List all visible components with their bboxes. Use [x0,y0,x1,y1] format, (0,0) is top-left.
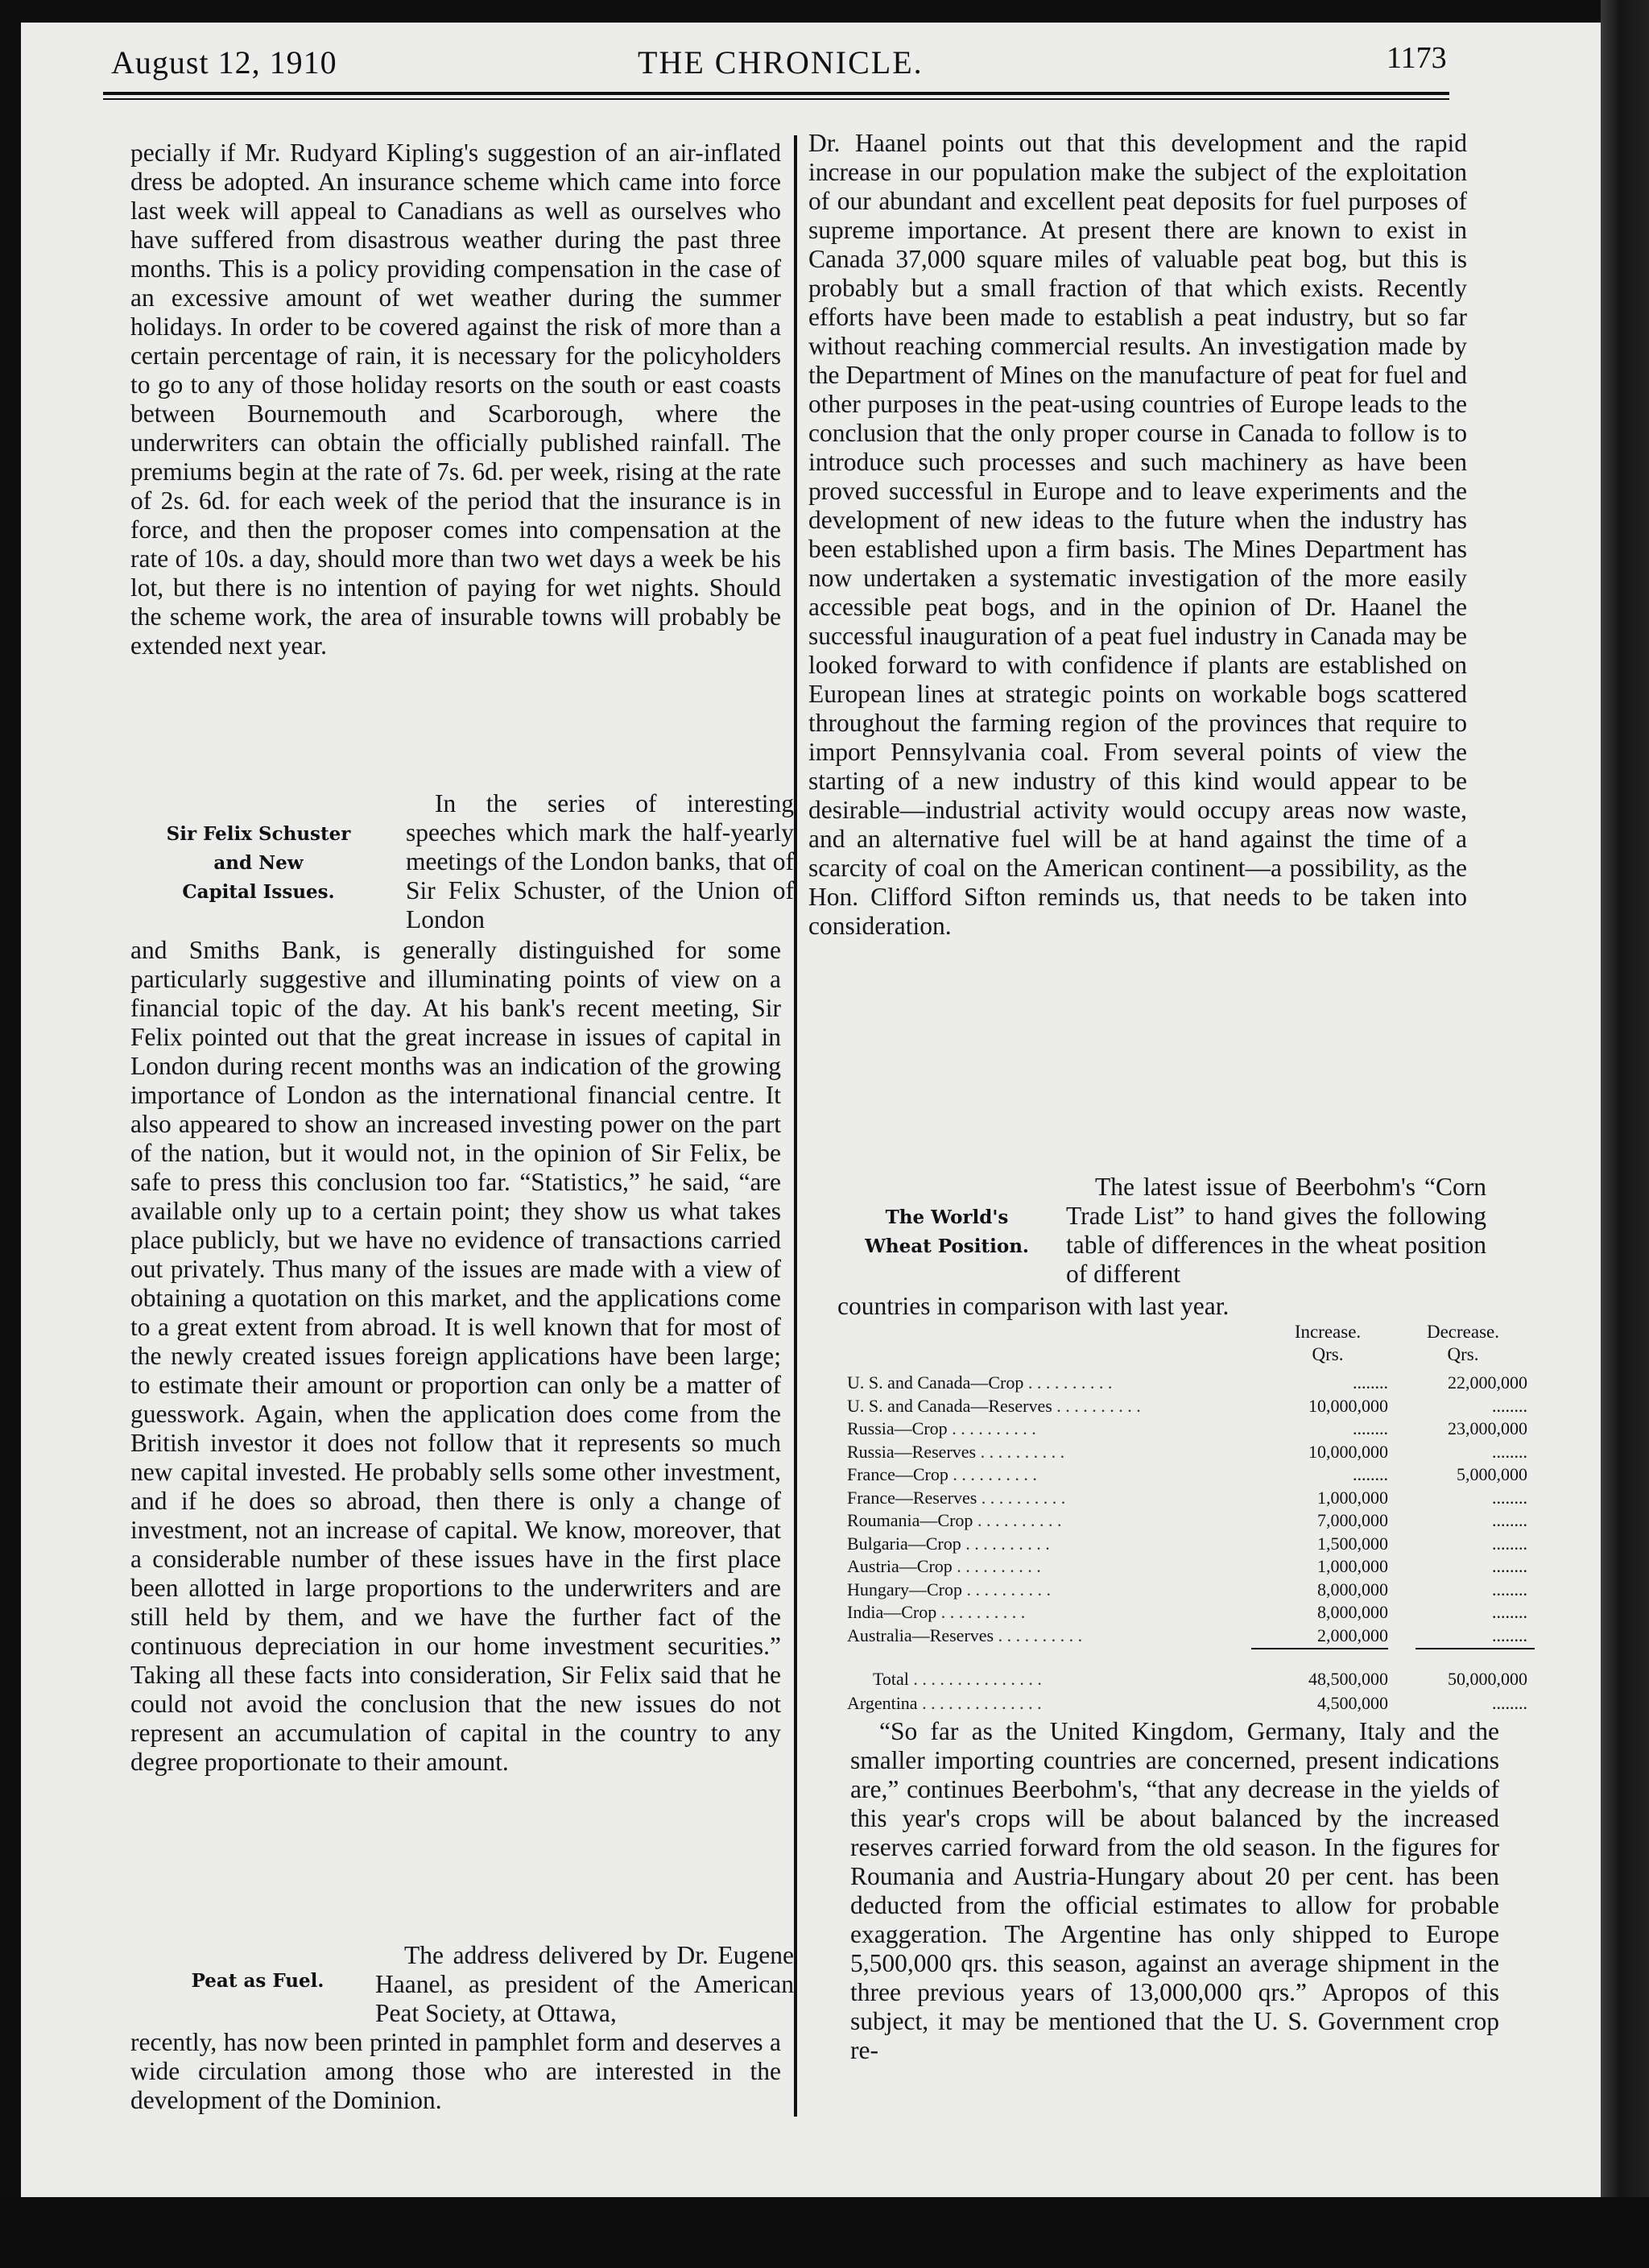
col-decrease-unit: Qrs. [1447,1344,1479,1364]
row-label: U. S. and Canada—Reserves . . . . . . . . . . [847,1395,1141,1416]
article-wheat-lead: The latest issue of Beerbohm's “Corn Trade List” to hand gives the following table of differences in the wheat position of different [1066,1173,1486,1288]
col-decrease-label: Decrease. [1426,1322,1499,1342]
row-label: Austria—Crop . . . . . . . . . . [847,1556,1041,1576]
row-label: Russia—Reserves . . . . . . . . . . [847,1441,1065,1462]
row-increase: 10,000,000 [1308,1395,1388,1416]
table-row [847,1532,1527,1556]
row-label: India—Crop . . . . . . . . . . [847,1602,1026,1622]
argentina-decrease: ........ [1492,1693,1527,1713]
left-column-lower [130,2028,781,2115]
row-label: Roumania—Crop . . . . . . . . . . [847,1510,1062,1530]
total-label: Total . . . . . . . . . . . . . . . [873,1669,1042,1689]
row-label: Russia—Crop . . . . . . . . . . [847,1418,1036,1438]
row-decrease: ........ [1492,1487,1527,1508]
right-column-lower [850,1717,1499,2065]
column-rule [794,135,797,2117]
row-decrease: 5,000,000 [1457,1464,1527,1484]
col-decrease-head [1403,1321,1523,1366]
sidenote-schuster-line2: and New [213,852,304,874]
row-label: U. S. and Canada—Crop . . . . . . . . . . [847,1372,1113,1393]
row-increase: 1,500,000 [1317,1533,1388,1554]
total-increase: 48,500,000 [1308,1669,1388,1689]
sidenote-schuster-line1: Sir Felix Schuster [166,823,351,845]
table-row-argentina [847,1691,1527,1715]
table-row [847,1509,1527,1533]
table-row [847,1624,1527,1648]
header-rule-thin [103,98,1449,100]
wheat-table [847,1321,1527,1740]
total-rule-decrease [1415,1648,1535,1649]
col-increase-unit: Qrs. [1312,1344,1344,1364]
col-increase-head [1267,1321,1388,1366]
table-row [847,1371,1527,1395]
article-peat-lead: The address delivered by Dr. Eugene Haanel, as president of the American Peat Society, at Ottawa, [375,1941,794,2027]
wheat-lead [1066,1173,1486,1289]
row-label: France—Crop . . . . . . . . . . [847,1464,1037,1484]
table-row [847,1440,1527,1464]
table-row [847,1600,1527,1624]
article-peat-continued: recently, has now been printed in pamphlet form and deserves a wide circulation among those who are interested in the development of the Dominion. [130,2028,781,2114]
row-increase: 7,000,000 [1317,1510,1388,1530]
left-column-middle [130,936,781,1777]
row-increase: ........ [1353,1372,1388,1393]
page-number: 1173 [1387,41,1447,75]
sidenote-wheat [842,1203,1052,1261]
table-row [847,1554,1527,1579]
header-title: THE CHRONICLE. [638,44,924,81]
sidenote-peat-text: Peat as Fuel. [191,1970,324,1992]
row-decrease: ........ [1492,1579,1527,1600]
peat-lead [375,1941,794,2028]
sidenote-schuster-line3: Capital Issues. [182,881,335,903]
argentina-increase: 4,500,000 [1317,1693,1388,1713]
row-label: Hungary—Crop . . . . . . . . . . [847,1579,1051,1600]
row-increase: 1,000,000 [1317,1556,1388,1576]
row-decrease: ........ [1492,1510,1527,1530]
header-rule [103,92,1449,95]
article-wheat-lead-end: countries in comparison with last year. [837,1292,1230,1320]
row-decrease: ........ [1492,1556,1527,1576]
right-column-upper [808,129,1467,941]
sidenote-wheat-line2: Wheat Position. [865,1235,1029,1257]
table-row [847,1578,1527,1602]
row-label: Australia—Reserves . . . . . . . . . . [847,1624,1083,1645]
wheat-lead-continued [837,1292,1486,1321]
row-label: Bulgaria—Crop . . . . . . . . . . [847,1533,1050,1554]
table-row-total [847,1667,1527,1691]
row-decrease: ........ [1492,1395,1527,1416]
article-wheat-quote: “So far as the United Kingdom, Germany, Italy and the smaller importing countries are concerned, present indications are,” continues Beerbohm's, “that any decrease in the yields of this year's crops will be about balanced by the increased reserves carried forward from the old season. In the figures for Roumania and Austria-Hungary about 20 per cent. has been deducted from the official estimates to allow for probable exaggeration. The Argentine has only shipped to Europe 5,500,000 qrs. this season, against an average shipment in the three previous years of 13,000,000 qrs.” Apropos of this subject, it may be mentioned that the U. S. Government crop re- [850,1717,1499,2064]
sidenote-wheat-line1: The World's [885,1206,1009,1228]
row-decrease: ........ [1492,1441,1527,1462]
sidenote-schuster [142,820,375,907]
row-increase: 10,000,000 [1308,1441,1388,1462]
total-rule-increase [1251,1648,1388,1649]
row-decrease: 22,000,000 [1448,1372,1527,1393]
schuster-lead [406,789,794,934]
article-schuster-lead: In the series of interesting speeches which mark the half-yearly meetings of the London banks, that of Sir Felix Schuster, of the Union of London [406,789,794,933]
article-rain-insurance: pecially if Mr. Rudyard Kipling's suggestion of an air-inflated dress be adopted. An insurance scheme which came into force last week will appeal to Canadians as well as ourselves who have suffered from disastrous weather during the past three months. This is a policy providing compensation in the case of an excessive amount of wet weather during the summer holidays. In order to be covered against the risk of more than a certain percentage of rain, it is necessary for the policyholders to go to any of those holiday resorts on the south or east coasts between Bournemouth and Scarborough, where the underwriters can obtain the officially published rainfall. The premiums begin at the rate of 7s. 6d. per week, rising at the rate of 2s. 6d. for each week of the period that the insurance is in force, and then the proposer comes into compensation at the rate of 10s. a day, should more than two wet days a week be his lot, but there is no intention of paying for wet nights. Should the scheme work, the area of insurable towns will probably be extended next year. [130,139,781,660]
row-increase: ........ [1353,1464,1388,1484]
total-decrease: 50,000,000 [1448,1669,1527,1689]
table-row [847,1486,1527,1510]
table-row [847,1417,1527,1441]
row-increase: 2,000,000 [1317,1624,1388,1645]
article-schuster-body: and Smiths Bank, is generally distinguished for some particularly suggestive and illuminating points of view on a financial topic of the day. At his bank's recent meeting, Sir Felix pointed out that the great increase in issues of capital in London during recent months was an indication of the growing importance of London as the international financial centre. It also appeared to show an increased investing power on the part of the nation, but it would not, in the opinion of Sir Felix, be safe to press this conclusion too far. “Statistics,” he said, “are available only up to a certain point; they show us what takes place publicly, but we have no evidence of transactions carried out privately. Thus many of the issues are made with a view of obtaining a quotation on this market, and the applications come to a great extent from abroad. It is well known that for most of the newly created issues foreign applications have been large; to estimate their amount or proportion can only be a matter of guesswork. Again, when the application does come from the British investor it does not follow that it represents so much new capital invested. He probably sells some other investment, and if he does so abroad, then there is only a change of investment, not an increase of capital. We know, moreover, that a considerable number of these issues have in the first place been allotted in large proportions to the underwriters and are still held by them, and we have the further fact of the continuous depreciation in our home investment securities.” Taking all these facts into consideration, Sir Felix said that he could not avoid the conclusion that the new issues do not represent an accumulation of capital in the country to any degree proportionate to their amount. [130,936,781,1776]
row-increase: 1,000,000 [1317,1487,1388,1508]
row-decrease: ........ [1492,1602,1527,1622]
row-increase: ........ [1353,1418,1388,1438]
row-increase: 8,000,000 [1317,1602,1388,1622]
table-row [847,1463,1527,1487]
left-column-upper [130,139,781,660]
header-date: August 12, 1910 [111,44,337,81]
row-label: France—Reserves . . . . . . . . . . [847,1487,1066,1508]
row-decrease: ........ [1492,1533,1527,1554]
row-increase: 8,000,000 [1317,1579,1388,1600]
row-decrease: 23,000,000 [1448,1418,1527,1438]
row-decrease: ........ [1492,1624,1527,1645]
scan-border [0,2197,1649,2268]
sidenote-peat [153,1967,362,1996]
argentina-label: Argentina . . . . . . . . . . . . . . [847,1693,1042,1713]
article-peat-body: Dr. Haanel points out that this development and the rapid increase in our population make the subject of the exploitation of our abundant and excellent peat deposits for fuel purposes of supreme importance. At present there are known to exist in Canada 37,000 square miles of valuable peat bog, but this is probably but a small fraction of that which exists. Recently efforts have been made to establish a peat industry, but so far without reaching commercial results. An investigation made by the Department of Mines on the manufacture of peat for fuel and other purposes in the peat-using countries of Europe leads to the conclusion that the only proper course in Canada to follow is to introduce such processes and such machinery as have been proved successful in Europe and to leave experiments and the development of new ideas to the future when the industry has been established upon a firm basis. The Mines Department has now undertaken a systematic investigation of the more easily accessible peat bogs, and in the opinion of Dr. Haanel the successful inauguration of a peat fuel industry in Canada may be looked forward to with confidence if plants are established on European lines at strategic points on workable bogs scattered throughout the farming region of the provinces that require to import Pennsylvania coal. From several points of view the starting of a new industry of this kind would appear to be desirable—industrial activity would occupy areas now waste, and an alternative fuel will be at hand against the time of a scarcity of coal on the American continent—a possibility, as the Hon. Clifford Sifton reminds us, that needs to be taken into consideration. [808,129,1467,940]
page-binding-edge [1601,0,1649,2268]
table-row [847,1394,1527,1418]
col-increase-label: Increase. [1294,1322,1362,1342]
